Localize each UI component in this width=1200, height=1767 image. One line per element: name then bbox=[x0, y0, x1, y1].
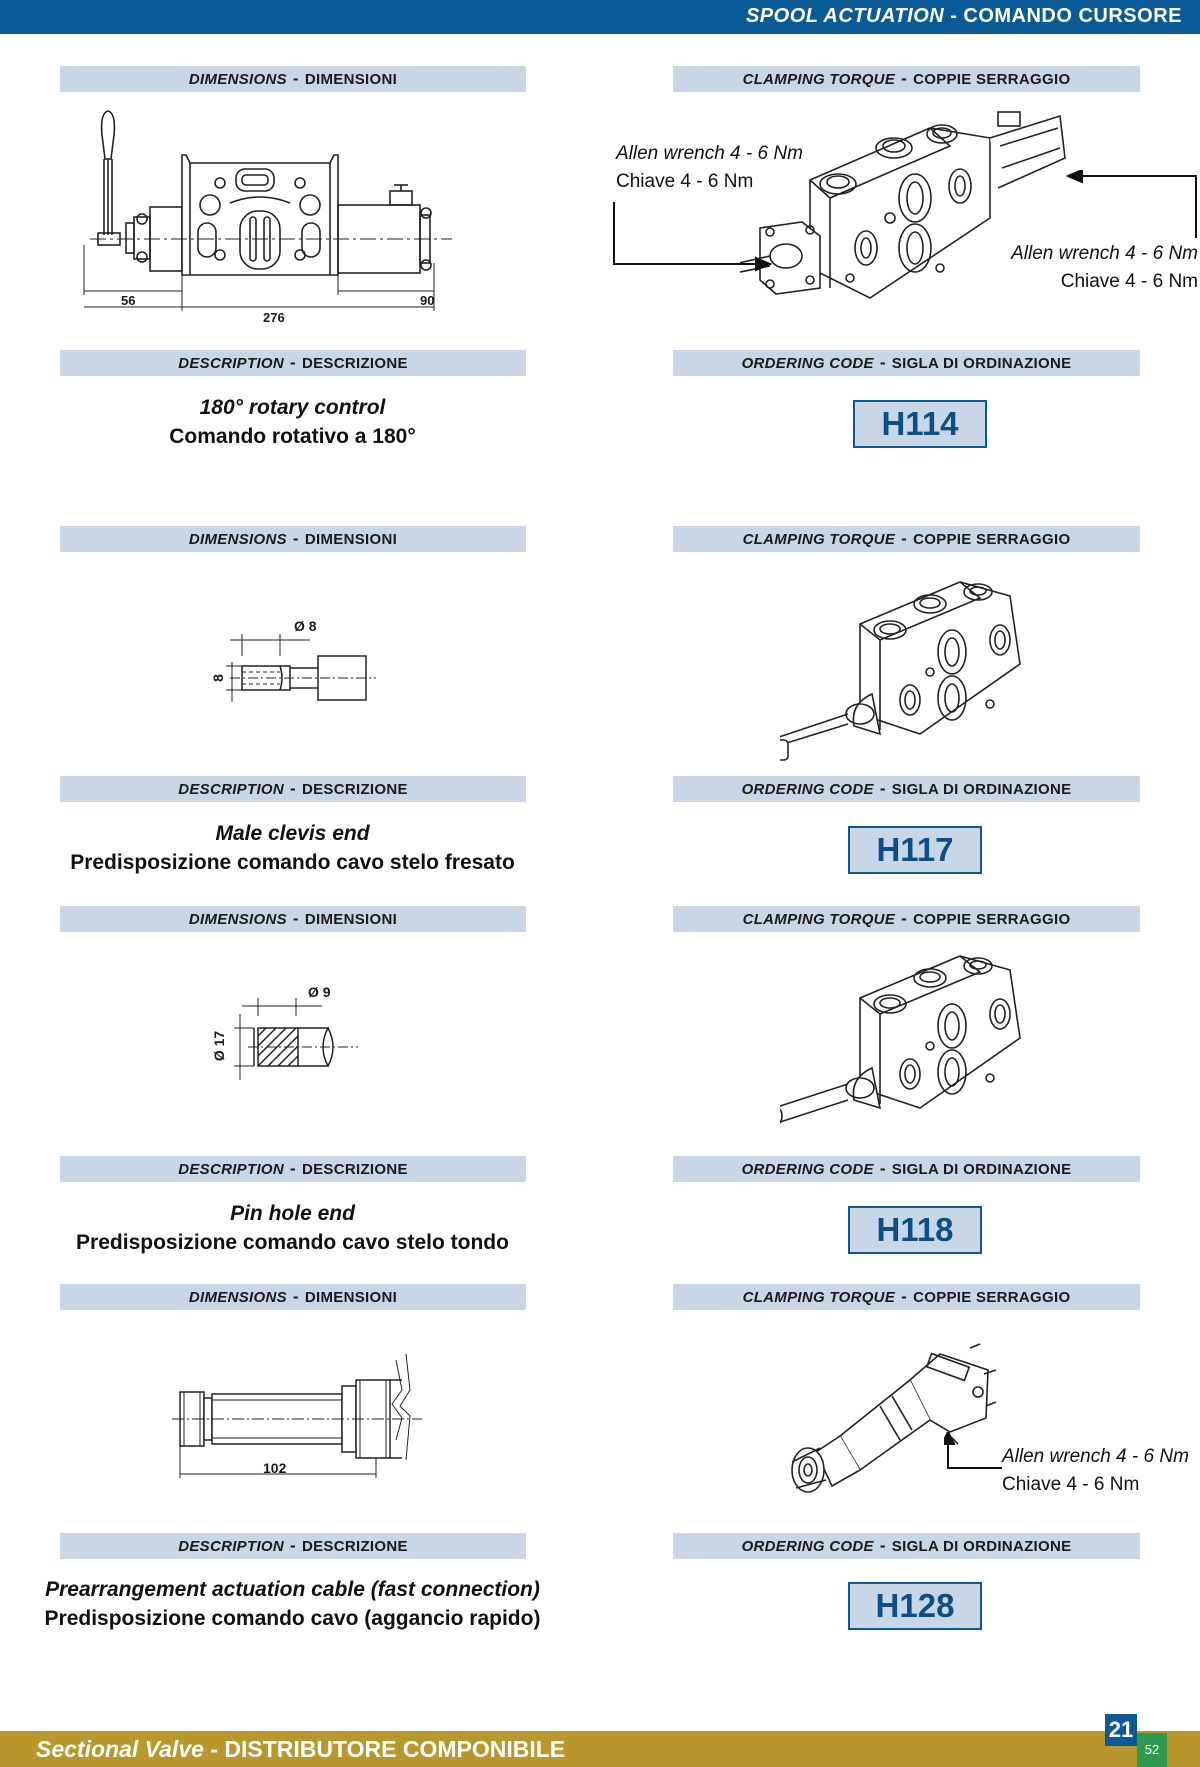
arrow-right-note bbox=[1066, 170, 1200, 240]
label-it: DIMENSIONI bbox=[304, 1289, 398, 1306]
description-h118 bbox=[20, 1199, 565, 1257]
label-it: COPPIE SERRAGGIO bbox=[913, 71, 1071, 88]
h118-torque-drawing bbox=[780, 948, 1040, 1148]
torque-note-en: Allen wrench 4 - 6 Nm bbox=[616, 143, 803, 164]
label-sep: - bbox=[290, 779, 296, 798]
label-sep: - bbox=[901, 909, 908, 928]
dim-276-label: 276 bbox=[263, 310, 285, 325]
description-it: Predisposizione comando cavo stelo tondo bbox=[76, 1231, 509, 1254]
page-number: 21 bbox=[1105, 1714, 1137, 1746]
footer-title bbox=[36, 1736, 565, 1763]
torque-note-h128 bbox=[1002, 1443, 1189, 1499]
torque-note-left bbox=[616, 140, 803, 196]
header-bar bbox=[0, 0, 1200, 34]
dim-90-label: 90 bbox=[420, 293, 435, 308]
label-sep: - bbox=[901, 69, 908, 88]
label-sep: - bbox=[292, 69, 299, 88]
label-en: DIMENSIONS bbox=[188, 911, 287, 928]
page-title bbox=[746, 5, 1182, 28]
label-it: COPPIE SERRAGGIO bbox=[913, 1289, 1071, 1306]
arrow-note-h128 bbox=[944, 1432, 1006, 1472]
label-en: DESCRIPTION bbox=[178, 355, 285, 372]
description-en: 180° rotary control bbox=[199, 396, 386, 419]
label-sep: - bbox=[879, 1159, 886, 1178]
label-sep: - bbox=[292, 529, 299, 548]
dim-102-label: 102 bbox=[263, 1460, 287, 1476]
label-it: DIMENSIONI bbox=[304, 911, 398, 928]
label-it: SIGLA DI ORDINAZIONE bbox=[891, 1161, 1072, 1178]
page-title-it: COMANDO CURSORE bbox=[963, 5, 1182, 27]
page-title-separator: - bbox=[950, 5, 958, 27]
label-it: COPPIE SERRAGGIO bbox=[913, 531, 1071, 548]
torque-label bbox=[673, 526, 1140, 552]
label-it: SIGLA DI ORDINAZIONE bbox=[891, 781, 1072, 798]
h117-torque-drawing bbox=[780, 574, 1040, 774]
description-label bbox=[60, 776, 526, 802]
torque-note-en: Allen wrench 4 - 6 Nm bbox=[1002, 1446, 1189, 1467]
label-en: CLAMPING TORQUE bbox=[742, 71, 896, 88]
label-en: ORDERING CODE bbox=[741, 1538, 874, 1555]
description-h117 bbox=[20, 819, 565, 877]
h114-dimension-drawing bbox=[80, 105, 510, 335]
label-sep: - bbox=[879, 1536, 886, 1555]
label-sep: - bbox=[292, 1287, 299, 1306]
label-en: DESCRIPTION bbox=[178, 781, 285, 798]
label-it: DIMENSIONI bbox=[304, 71, 398, 88]
arrow-left-note bbox=[612, 200, 772, 280]
description-h114 bbox=[20, 393, 565, 451]
description-h128 bbox=[20, 1575, 565, 1633]
description-it: Comando rotativo a 180° bbox=[169, 425, 416, 448]
label-it: DIMENSIONI bbox=[304, 531, 398, 548]
label-en: CLAMPING TORQUE bbox=[742, 531, 896, 548]
label-it: SIGLA DI ORDINAZIONE bbox=[891, 355, 1072, 372]
dim-8: 8 bbox=[209, 674, 226, 682]
label-en: ORDERING CODE bbox=[741, 781, 874, 798]
dimensions-label bbox=[60, 906, 526, 932]
description-label bbox=[60, 1156, 526, 1182]
torque-note-it: Chiave 4 - 6 Nm bbox=[616, 171, 754, 192]
label-en: DIMENSIONS bbox=[188, 71, 287, 88]
footer-bar bbox=[0, 1731, 1200, 1767]
label-sep: - bbox=[879, 353, 886, 372]
label-it: DESCRIZIONE bbox=[301, 781, 408, 798]
dimensions-label bbox=[60, 66, 526, 92]
label-en: ORDERING CODE bbox=[741, 355, 874, 372]
footer-title-separator: - bbox=[210, 1736, 218, 1762]
torque-label bbox=[673, 906, 1140, 932]
ordering-code-label bbox=[673, 350, 1140, 376]
label-sep: - bbox=[901, 1287, 908, 1306]
label-it: DESCRIZIONE bbox=[301, 355, 408, 372]
torque-label bbox=[673, 66, 1140, 92]
label-en: ORDERING CODE bbox=[741, 1161, 874, 1178]
description-it: Predisposizione comando cavo (aggancio rapido) bbox=[44, 1607, 541, 1630]
label-en: DIMENSIONS bbox=[188, 1289, 287, 1306]
label-it: DESCRIZIONE bbox=[301, 1161, 408, 1178]
description-en: Male clevis end bbox=[215, 822, 370, 845]
h128-dimension-drawing bbox=[170, 1350, 430, 1500]
torque-note-right bbox=[1011, 240, 1198, 296]
ordering-code-label bbox=[673, 1156, 1140, 1182]
label-sep: - bbox=[292, 909, 299, 928]
ordering-code-h128: H128 bbox=[848, 1582, 982, 1630]
label-sep: - bbox=[290, 1159, 296, 1178]
ordering-code-h118: H118 bbox=[848, 1206, 982, 1254]
footer-title-en: Sectional Valve bbox=[36, 1736, 204, 1762]
torque-note-en: Allen wrench 4 - 6 Nm bbox=[1011, 243, 1198, 264]
label-en: CLAMPING TORQUE bbox=[742, 911, 896, 928]
h118-dimension-drawing bbox=[211, 984, 378, 1090]
label-it: COPPIE SERRAGGIO bbox=[913, 911, 1071, 928]
footer-title-it: DISTRIBUTORE COMPONIBILE bbox=[224, 1736, 566, 1762]
dim-diameter-9: Ø 9 bbox=[308, 984, 331, 1000]
page-title-en: SPOOL ACTUATION bbox=[745, 5, 945, 27]
label-it: SIGLA DI ORDINAZIONE bbox=[891, 1538, 1072, 1555]
label-en: DESCRIPTION bbox=[178, 1161, 285, 1178]
label-sep: - bbox=[290, 1536, 296, 1555]
label-sep: - bbox=[290, 353, 296, 372]
dim-56-label: 56 bbox=[121, 293, 136, 308]
dim-diameter-17: Ø 17 bbox=[211, 1030, 228, 1062]
page-number-alt: 52 bbox=[1137, 1733, 1167, 1767]
ordering-code-h117: H117 bbox=[848, 826, 982, 874]
dimensions-label bbox=[60, 526, 526, 552]
dim-diameter-8: Ø 8 bbox=[294, 618, 317, 634]
label-sep: - bbox=[879, 779, 886, 798]
label-en: CLAMPING TORQUE bbox=[742, 1289, 896, 1306]
label-sep: - bbox=[901, 529, 908, 548]
description-en: Prearrangement actuation cable (fast connection) bbox=[45, 1578, 540, 1601]
ordering-code-label bbox=[673, 1533, 1140, 1559]
h117-dimension-drawing bbox=[209, 612, 380, 712]
torque-label bbox=[673, 1284, 1140, 1310]
label-en: DIMENSIONS bbox=[188, 531, 287, 548]
dimensions-label bbox=[60, 1284, 526, 1310]
torque-note-it: Chiave 4 - 6 Nm bbox=[1002, 1474, 1140, 1495]
label-en: DESCRIPTION bbox=[178, 1538, 285, 1555]
ordering-code-h114: H114 bbox=[853, 400, 987, 448]
description-label bbox=[60, 350, 526, 376]
ordering-code-label bbox=[673, 776, 1140, 802]
h128-torque-drawing bbox=[780, 1340, 1010, 1510]
description-en: Pin hole end bbox=[230, 1202, 355, 1225]
description-it: Predisposizione comando cavo stelo fresato bbox=[70, 851, 515, 874]
description-label bbox=[60, 1533, 526, 1559]
label-it: DESCRIZIONE bbox=[301, 1538, 408, 1555]
torque-note-it: Chiave 4 - 6 Nm bbox=[1060, 271, 1198, 292]
